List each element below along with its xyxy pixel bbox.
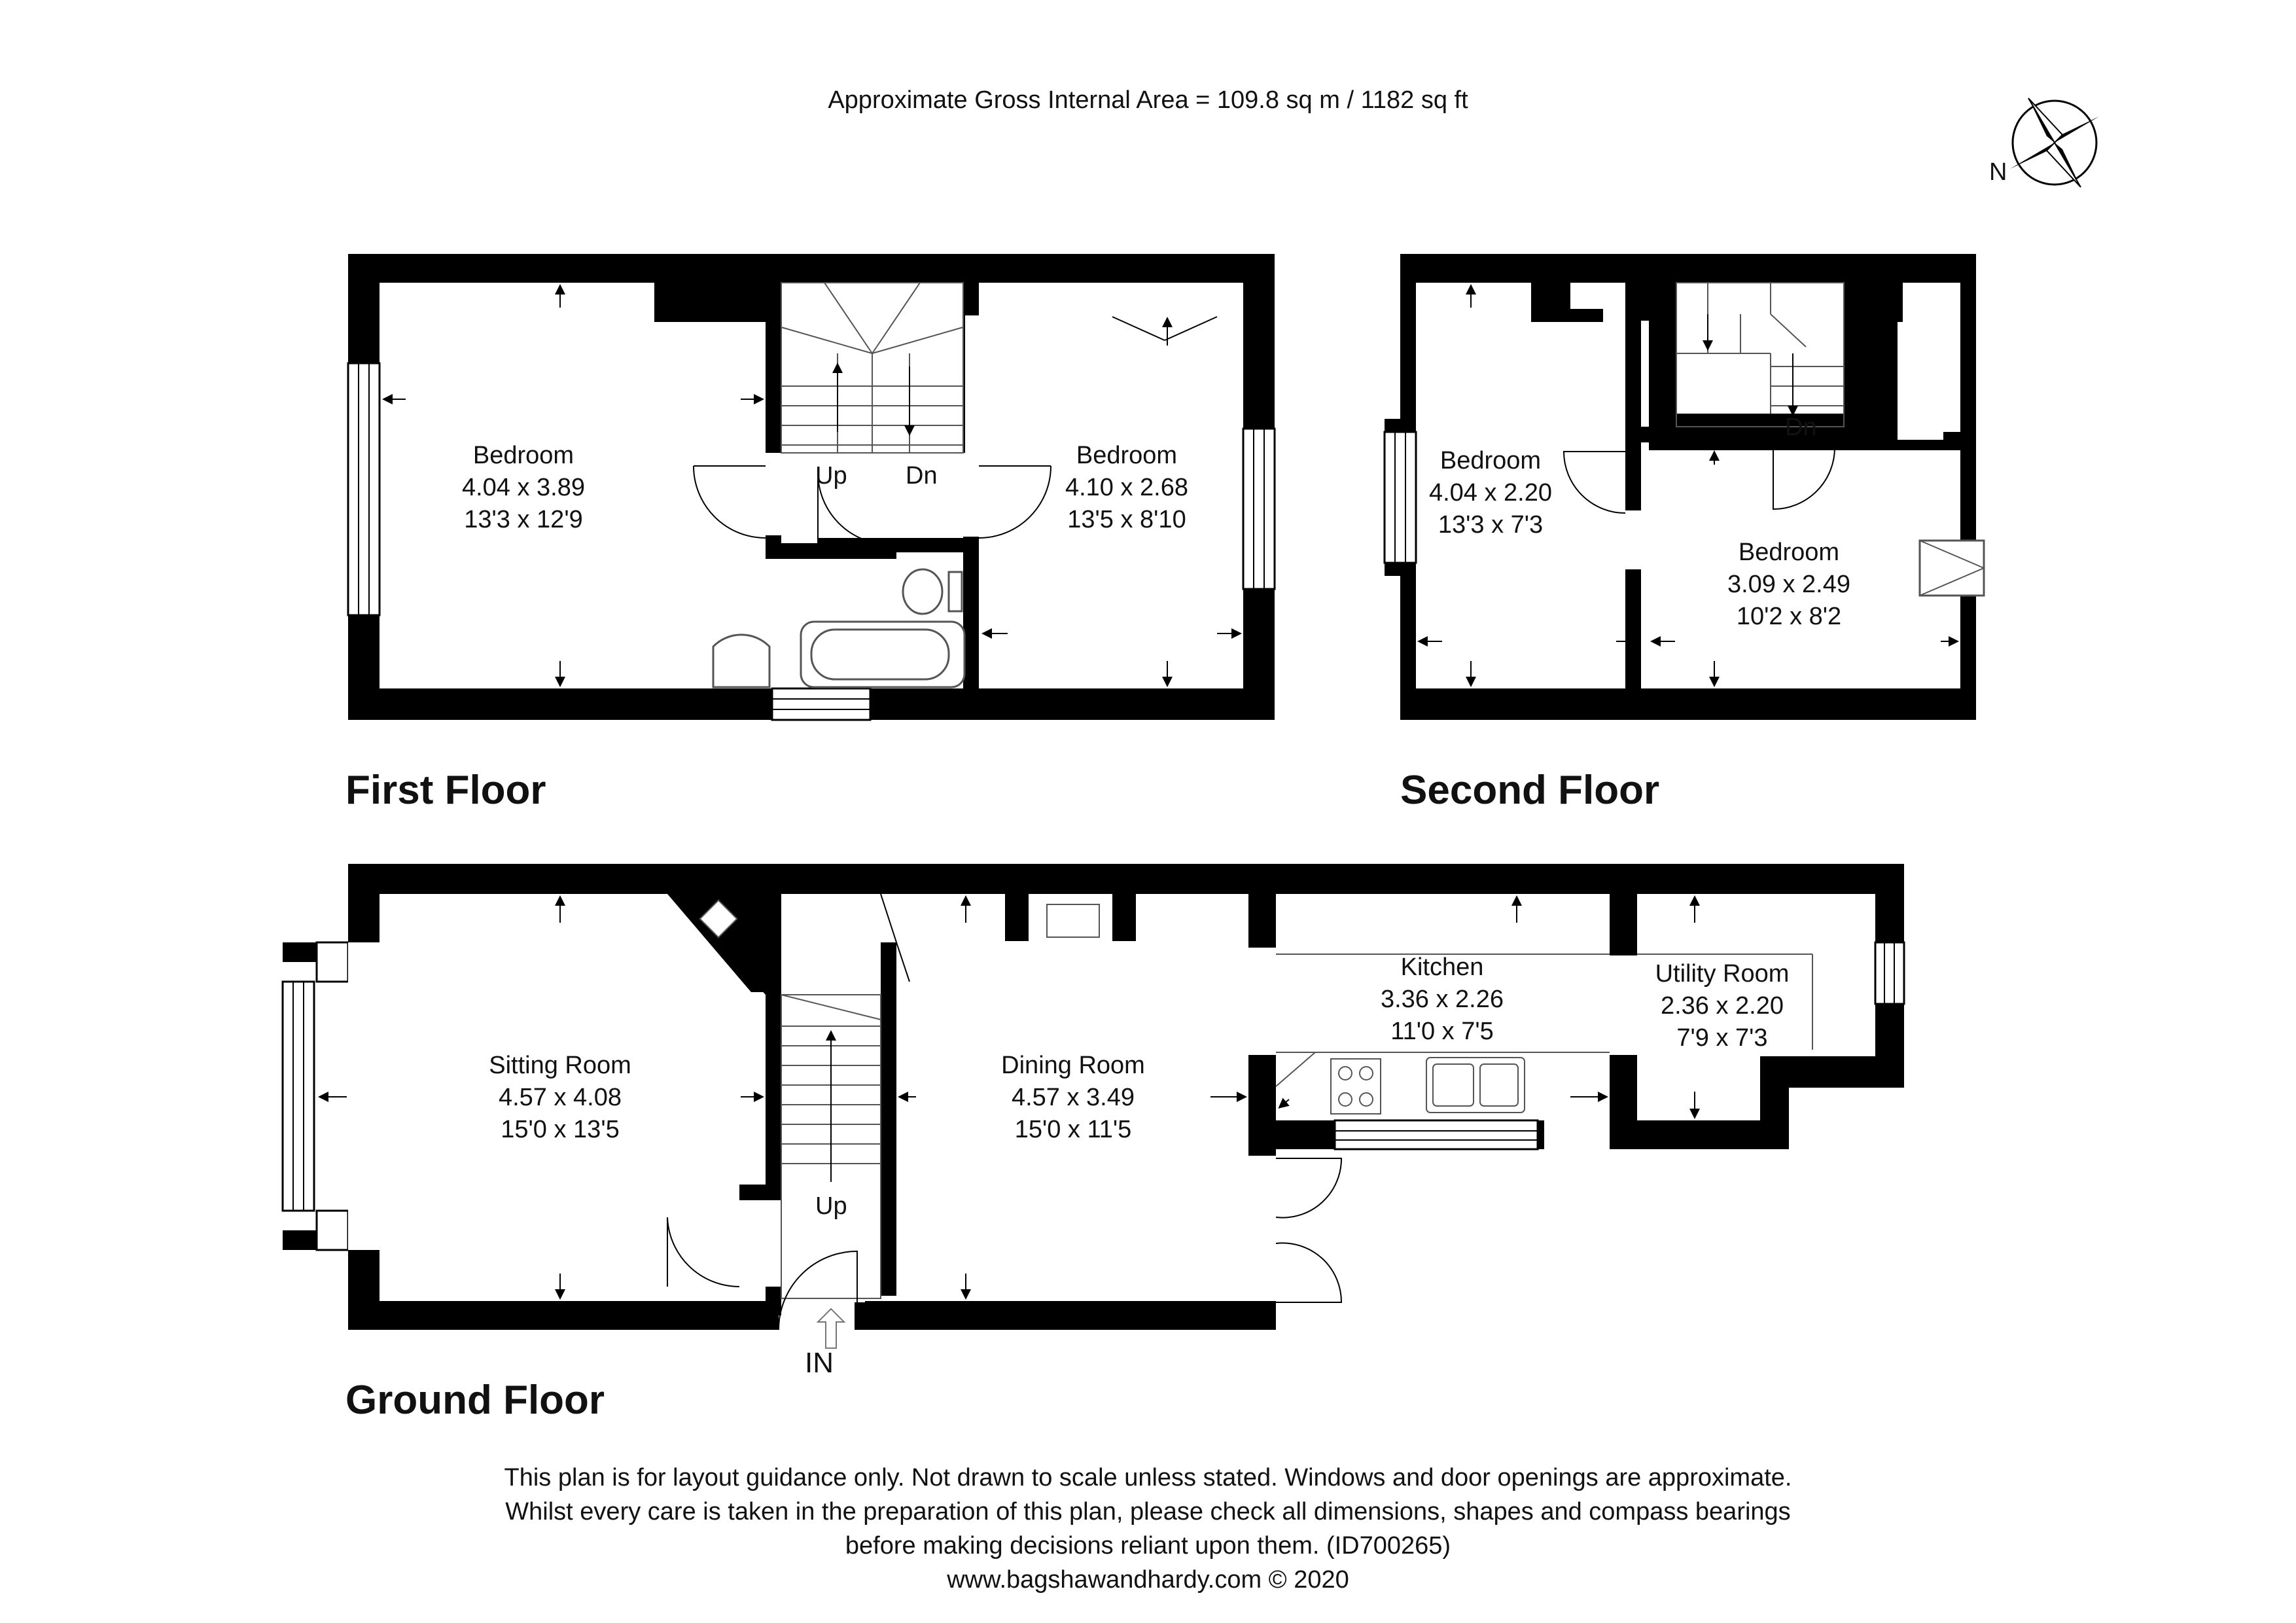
room-metric: 4.10 x 2.68 bbox=[1065, 474, 1189, 501]
compass-rose-icon bbox=[2010, 98, 2099, 187]
second-floor-title: Second Floor bbox=[1400, 768, 1660, 813]
second-floor-stair-down-label: Dn bbox=[1785, 414, 1817, 441]
first-floor-bedroom-1-label bbox=[462, 440, 585, 536]
room-name: Utility Room bbox=[1655, 960, 1790, 988]
second-floor-bedroom-1-label bbox=[1429, 445, 1552, 541]
room-metric: 4.57 x 3.49 bbox=[1011, 1084, 1135, 1111]
room-metric: 3.36 x 2.26 bbox=[1380, 986, 1504, 1013]
compass-north-label: N bbox=[1989, 158, 2007, 186]
first-floor-stair-up-label: Up bbox=[815, 462, 847, 490]
room-imperial: 10'2 x 8'2 bbox=[1736, 603, 1842, 630]
disclaimer-line-3: before making decisions reliant upon them. (ID700265) bbox=[845, 1532, 1451, 1560]
room-metric: 4.04 x 2.20 bbox=[1428, 479, 1553, 507]
room-imperial: 11'0 x 7'5 bbox=[1390, 1018, 1494, 1045]
kitchen-label bbox=[1381, 952, 1504, 1048]
room-name: Dining Room bbox=[1001, 1052, 1145, 1079]
disclaimer-line-1: This plan is for layout guidance only. Not drawn to scale unless stated. Windows and door openings are approximate. bbox=[504, 1464, 1792, 1491]
first-floor-stair-down-label: Dn bbox=[906, 462, 938, 490]
first-floor-title: First Floor bbox=[345, 768, 546, 813]
ground-floor-title: Ground Floor bbox=[345, 1378, 605, 1423]
second-floor-bedroom-2-label bbox=[1727, 537, 1850, 633]
room-metric: 3.09 x 2.49 bbox=[1727, 571, 1851, 598]
gross-area-text: Approximate Gross Internal Area = 109.8 sq m / 1182 sq ft bbox=[828, 86, 1468, 114]
room-name: Bedroom bbox=[1439, 447, 1542, 474]
room-metric: 4.04 x 3.89 bbox=[461, 474, 586, 501]
room-name: Sitting Room bbox=[489, 1052, 631, 1079]
utility-room-label bbox=[1655, 958, 1790, 1054]
room-imperial: 13'3 x 7'3 bbox=[1438, 511, 1544, 539]
entrance-label: IN bbox=[805, 1347, 834, 1379]
room-metric: 2.36 x 2.20 bbox=[1660, 992, 1784, 1020]
disclaimer-line-2: Whilst every care is taken in the preparation of this plan, please check all dimensions, shapes and compass bearings bbox=[505, 1498, 1791, 1525]
sitting-room-label bbox=[489, 1050, 631, 1146]
room-name: Bedroom bbox=[1738, 539, 1840, 566]
room-metric: 4.57 x 4.08 bbox=[498, 1084, 622, 1111]
first-floor-bedroom-2-label bbox=[1065, 440, 1188, 536]
ground-floor-stair-up-label: Up bbox=[815, 1192, 847, 1220]
room-imperial: 15'0 x 13'5 bbox=[501, 1116, 620, 1143]
room-name: Kitchen bbox=[1400, 954, 1484, 981]
room-name: Bedroom bbox=[1076, 442, 1178, 469]
website-copyright: www.bagshawandhardy.com © 2020 bbox=[947, 1566, 1349, 1594]
room-imperial: 15'0 x 11'5 bbox=[1014, 1116, 1132, 1143]
room-imperial: 7'9 x 7'3 bbox=[1676, 1024, 1768, 1052]
room-imperial: 13'3 x 12'9 bbox=[464, 506, 583, 533]
disclaimer-footer bbox=[0, 1461, 2296, 1597]
room-imperial: 13'5 x 8'10 bbox=[1067, 506, 1186, 533]
room-name: Bedroom bbox=[472, 442, 574, 469]
dining-room-label bbox=[1001, 1050, 1145, 1146]
